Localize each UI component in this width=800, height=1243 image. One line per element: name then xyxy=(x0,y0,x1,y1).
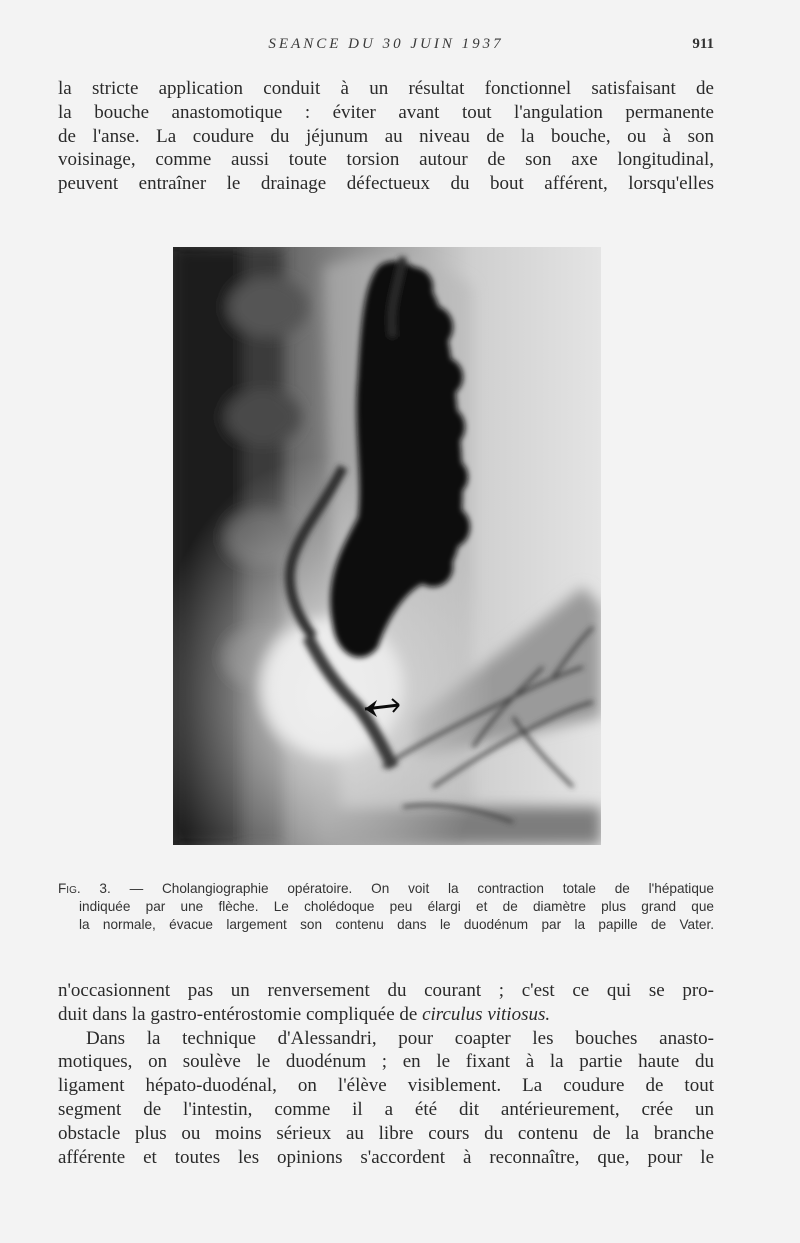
text-segment: duit dans la gastro-entérostomie compliquée de xyxy=(58,1003,423,1025)
caption-text: — Cholangiographie opératoire. On voit la contraction totale de l'hépatique xyxy=(129,881,714,896)
top-paragraph xyxy=(58,77,714,196)
text-line: ligament hépato-duodénal, on l'élève visiblement. La coudure de tout xyxy=(58,1075,714,1097)
text-line: voisinage, comme aussi toute torsion autour de son axe longitudinal, xyxy=(58,149,714,171)
text-line: segment de l'intestin, comme il a été dit antérieurement, crée un xyxy=(58,1098,714,1120)
text-line: la stricte application conduit à un résultat fonctionnel satisfaisant de xyxy=(58,78,714,99)
text-line: afférente et toutes les opinions s'accordent à reconnaître, que, pour le xyxy=(58,1146,714,1168)
text-line: Dans la technique d'Alessandri, pour coapter les bouches anasto- xyxy=(86,1027,714,1049)
figure-caption xyxy=(58,880,714,934)
text-line: peuvent entraîner le drainage défectueux du bout afférent, lorsqu'elles xyxy=(58,173,714,195)
figure-label: Fig. 3. xyxy=(58,881,111,896)
caption-line: indiquée par une flèche. Le cholédoque peu élargi et de diamètre plus grand que xyxy=(79,899,714,914)
page-header xyxy=(58,36,714,58)
text-line: la bouche anastomotique : éviter avant tout l'angulation permanente xyxy=(58,101,714,123)
caption-line: la normale, évacue largement son contenu dans le duodénum par la papille de Vater. xyxy=(79,917,714,932)
radiograph-figure xyxy=(173,247,601,845)
text-line xyxy=(58,1003,714,1027)
page-number: 911 xyxy=(692,36,714,52)
text-line: motiques, on soulève le duodénum ; en le fixant à la partie haute du xyxy=(58,1051,714,1073)
bottom-paragraph xyxy=(58,979,714,1169)
italic-term: circulus vitiosus. xyxy=(422,1003,551,1025)
text-line: obstacle plus ou moins sérieux au libre cours du contenu de la branche xyxy=(58,1122,714,1144)
caption-line xyxy=(58,880,714,898)
text-line: n'occasionnent pas un renversement du courant ; c'est ce qui se pro- xyxy=(58,980,714,1001)
running-head: SEANCE DU 30 JUIN 1937 xyxy=(268,36,504,52)
cholangiography-image xyxy=(173,247,601,845)
text-line: de l'anse. La coudure du jéjunum au niveau de la bouche, ou à son xyxy=(58,125,714,147)
